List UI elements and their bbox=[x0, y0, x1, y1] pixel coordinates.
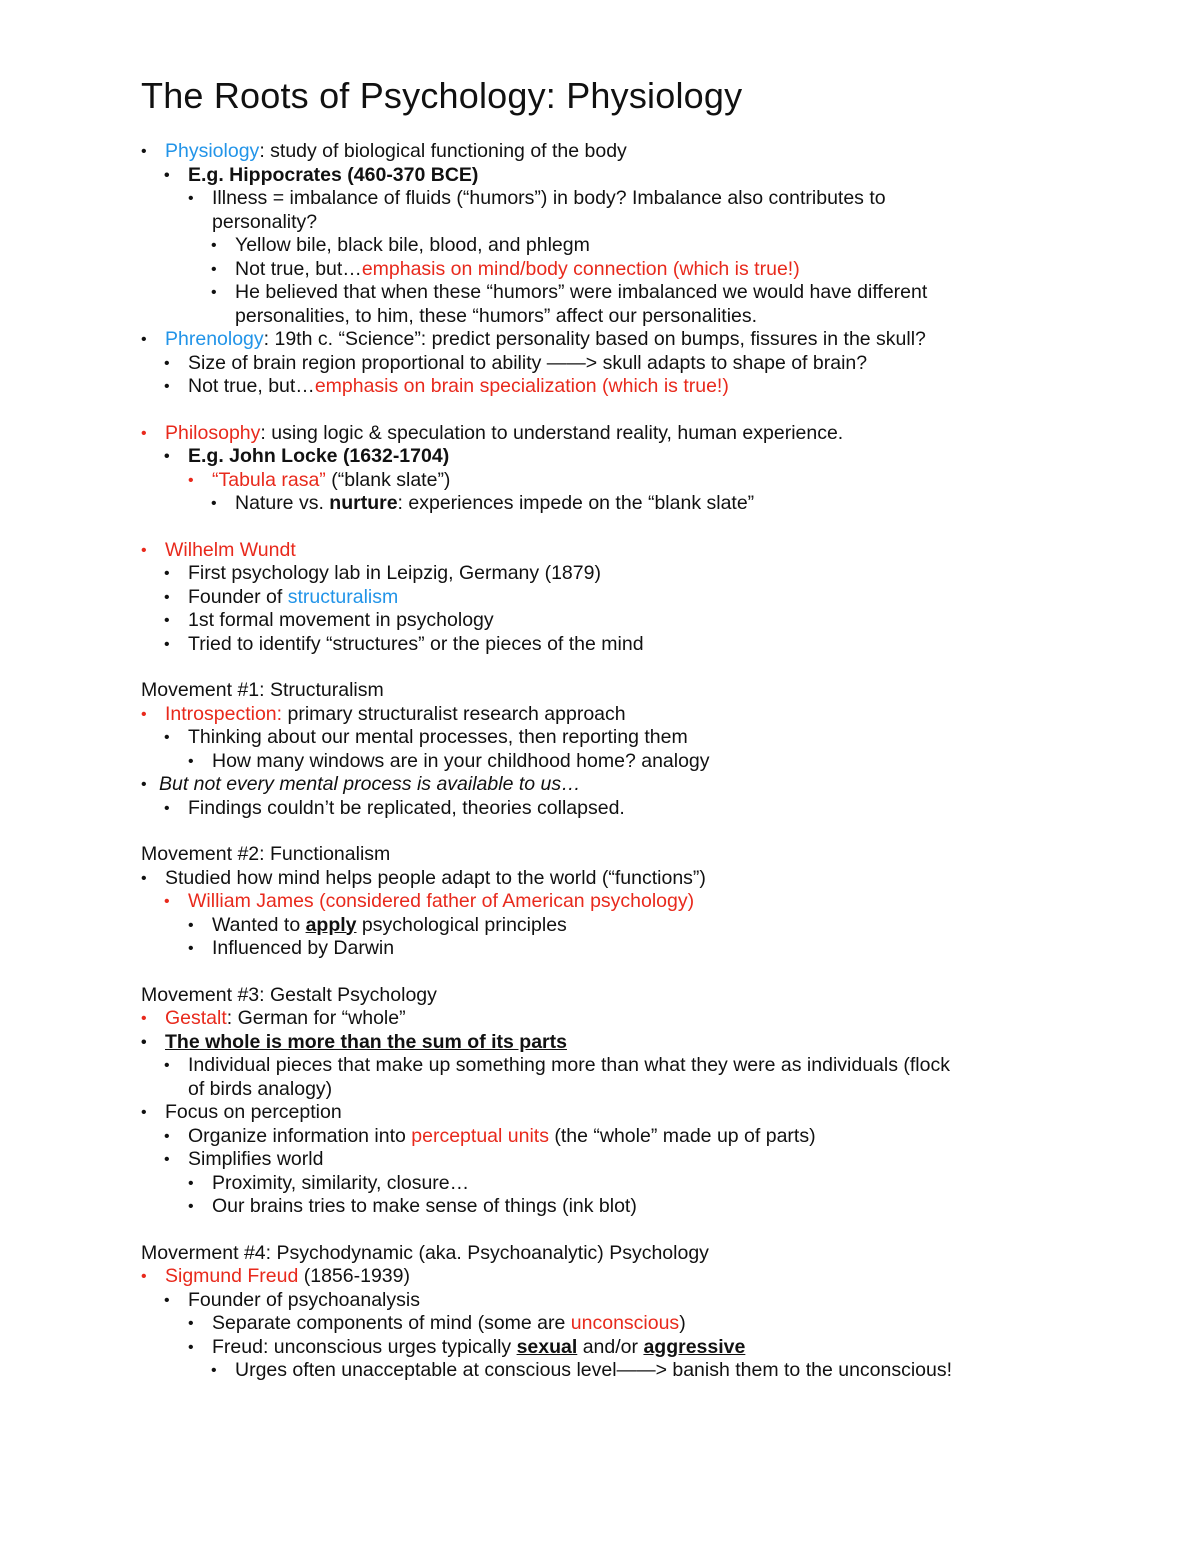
proximity-item: • Proximity, similarity, closure… bbox=[141, 1172, 1151, 1196]
phrenology-term: Phrenology bbox=[165, 328, 264, 350]
document-page bbox=[141, 72, 1151, 1383]
wanted-text: Wanted to bbox=[212, 913, 306, 936]
freud-name: Sigmund Freud bbox=[165, 1265, 299, 1287]
not-true-text: Not true, but… bbox=[188, 375, 315, 397]
but-text: But not every mental process is available to us… bbox=[159, 773, 581, 795]
but-not-every-item bbox=[141, 773, 1151, 797]
unconscious-term: unconscious bbox=[570, 1312, 680, 1334]
physiology-def: : study of biological functioning of the body bbox=[259, 140, 627, 162]
philosophy-item bbox=[141, 422, 1151, 446]
william-james-item: • William James (considered father of American psychology) bbox=[141, 890, 1151, 914]
focus-item: • Focus on perception bbox=[141, 1101, 1151, 1125]
thinking-item: • Thinking about our mental processes, then reporting them bbox=[141, 726, 1151, 750]
movement-3-heading: Movement #3: Gestalt Psychology bbox=[141, 983, 437, 1006]
spacer bbox=[141, 656, 1151, 679]
introspection-term: Introspection: bbox=[165, 702, 283, 725]
introspection-def: primary structuralist research approach bbox=[282, 702, 626, 725]
nature-text: Nature vs. bbox=[235, 492, 330, 514]
nurture-def: : experiences impede on the “blank slate” bbox=[397, 492, 755, 514]
aggressive-term: aggressive bbox=[643, 1335, 746, 1358]
organize-def: (the “whole” made up of parts) bbox=[548, 1124, 816, 1147]
gestalt-item bbox=[141, 1007, 1151, 1031]
urges-text: Freud: unconscious urges typically bbox=[212, 1335, 517, 1358]
windows-item: • How many windows are in your childhood home? analogy bbox=[141, 750, 1151, 774]
pieces-item-cont: of birds analogy) bbox=[188, 1077, 333, 1100]
nature-nurture-item bbox=[141, 492, 1151, 516]
principles-text: psychological principles bbox=[356, 913, 567, 936]
brains-item: • Our brains tries to make sense of things (ink blot) bbox=[141, 1195, 1151, 1219]
mind-body-emphasis: emphasis on mind/body connection (which is true!) bbox=[361, 257, 800, 280]
wundt-heading: • Wilhelm Wundt bbox=[141, 539, 1151, 563]
wundt-tried: • Tried to identify “structures” or the pieces of the mind bbox=[141, 633, 1151, 657]
bullet-icon: • bbox=[141, 776, 147, 793]
page-title: The Roots of Psychology: Physiology bbox=[141, 75, 743, 116]
separate-close: ) bbox=[679, 1312, 686, 1334]
spacer bbox=[141, 399, 1151, 422]
mind-body-item bbox=[141, 258, 1151, 282]
perceptual-units-term: perceptual units bbox=[411, 1124, 549, 1147]
wundt-lab: • First psychology lab in Leipzig, Germany (1879) bbox=[141, 562, 1151, 586]
psychoanalysis-item: • Founder of psychoanalysis bbox=[141, 1289, 1151, 1313]
philosophy-def: : using logic & speculation to understand reality, human experience. bbox=[260, 421, 844, 444]
blank-slate-text: (“blank slate”) bbox=[325, 468, 451, 491]
organize-text: Organize information into bbox=[188, 1124, 412, 1147]
urges-item bbox=[141, 1336, 1151, 1360]
believed-line: • He believed that when these “humors” were imbalanced we would have different bbox=[141, 281, 1151, 305]
whole-item: • The whole is more than the sum of its parts bbox=[141, 1031, 1151, 1055]
organize-item bbox=[141, 1125, 1151, 1149]
philosophy-term: Philosophy bbox=[165, 421, 261, 444]
gestalt-def: : German for “whole” bbox=[226, 1007, 406, 1029]
humors-list: • Yellow bile, black bile, blood, and phlegm bbox=[141, 234, 1151, 258]
and-or-text: and/or bbox=[577, 1335, 644, 1358]
tabula-rasa-item bbox=[141, 469, 1151, 493]
spacer bbox=[141, 820, 1151, 843]
spacer bbox=[141, 961, 1151, 984]
believed-line-cont: personalities, to him, these “humors” affect our personalities. bbox=[235, 304, 758, 327]
hippocrates-example: • E.g. Hippocrates (460-370 BCE) bbox=[141, 164, 1151, 188]
freud-item bbox=[141, 1265, 1151, 1289]
freud-years: (1856-1939) bbox=[298, 1265, 410, 1287]
tabula-rasa-term: “Tabula rasa” bbox=[212, 468, 326, 491]
physiology-item bbox=[141, 140, 1151, 164]
locke-example: • E.g. John Locke (1632-1704) bbox=[141, 445, 1151, 469]
findings-item: • Findings couldn’t be replicated, theories collapsed. bbox=[141, 797, 1151, 821]
wundt-formal: • 1st formal movement in psychology bbox=[141, 609, 1151, 633]
separate-text: Separate components of mind (some are bbox=[212, 1312, 571, 1334]
pieces-item: • Individual pieces that make up something more than what they were as individuals (flock bbox=[141, 1054, 1151, 1078]
structuralism-term: structuralism bbox=[287, 585, 399, 608]
illness-line: • Illness = imbalance of fluids (“humors”) in body? Imbalance also contributes to bbox=[141, 187, 1151, 211]
banish-item: • Urges often unacceptable at conscious level——> banish them to the unconscious! bbox=[141, 1359, 1151, 1383]
brain-size-item: • Size of brain region proportional to ability ——> skull adapts to shape of brain? bbox=[141, 352, 1151, 376]
gestalt-term: Gestalt bbox=[165, 1007, 227, 1029]
illness-line-cont: personality? bbox=[212, 210, 318, 233]
apply-term: apply bbox=[305, 913, 357, 936]
movement-2-heading: Movement #2: Functionalism bbox=[141, 843, 391, 865]
brain-specialization-item bbox=[141, 375, 1151, 399]
simplifies-item: • Simplifies world bbox=[141, 1148, 1151, 1172]
components-item bbox=[141, 1312, 1151, 1336]
phrenology-def: : 19th c. “Science”: predict personality based on bumps, fissures in the skull? bbox=[263, 328, 926, 350]
introspection-item bbox=[141, 703, 1151, 727]
phrenology-item bbox=[141, 328, 1151, 352]
studied-item: • Studied how mind helps people adapt to the world (“functions”) bbox=[141, 867, 1151, 891]
movement-4-heading: Moverment #4: Psychodynamic (aka. Psychoanalytic) Psychology bbox=[141, 1241, 709, 1264]
apply-item bbox=[141, 914, 1151, 938]
founder-text: Founder of bbox=[188, 585, 288, 608]
sexual-term: sexual bbox=[516, 1335, 578, 1358]
physiology-term: Physiology bbox=[165, 140, 260, 162]
darwin-item: • Influenced by Darwin bbox=[141, 937, 1151, 961]
specialization-emphasis: emphasis on brain specialization (which is true!) bbox=[314, 375, 729, 397]
spacer bbox=[141, 516, 1151, 539]
movement-1-heading: Movement #1: Structuralism bbox=[141, 679, 384, 701]
wundt-founder bbox=[141, 586, 1151, 610]
nurture-text: nurture bbox=[329, 492, 398, 514]
not-true-text: Not true, but… bbox=[235, 257, 362, 280]
spacer bbox=[141, 1219, 1151, 1242]
